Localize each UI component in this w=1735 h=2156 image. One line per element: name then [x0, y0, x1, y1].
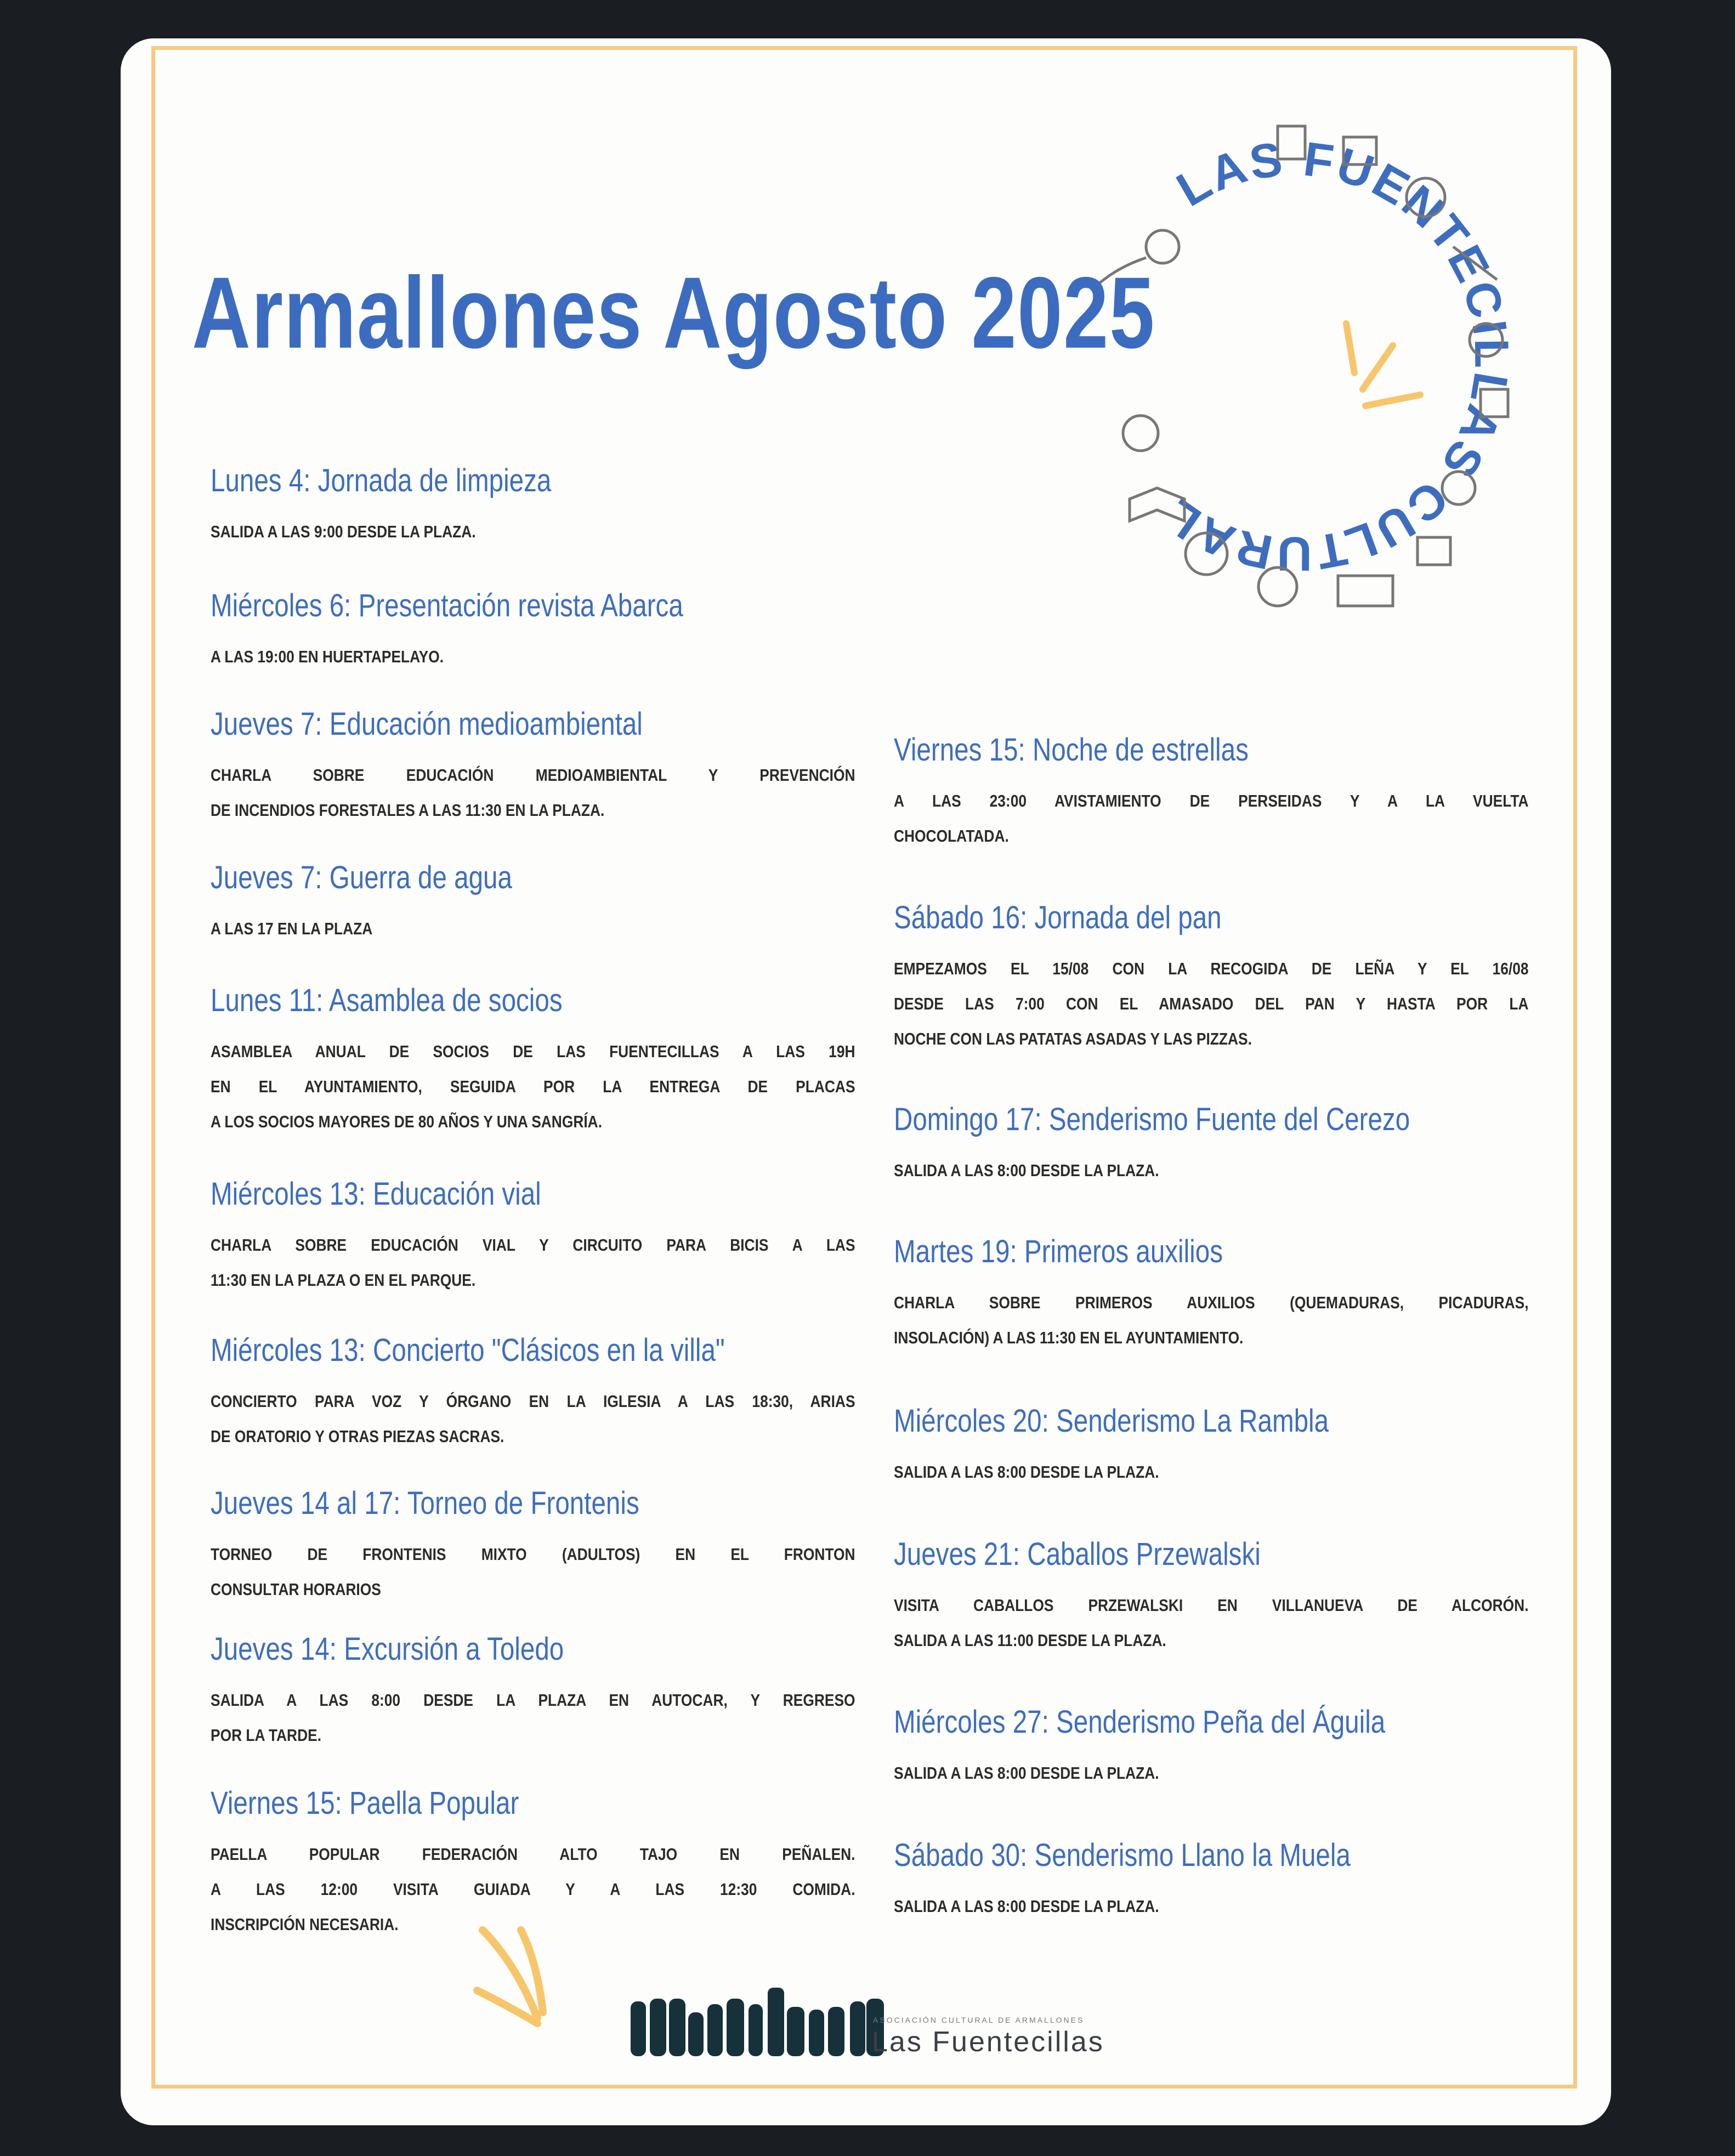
svg-text:LAS FUENTECILLAS CULTURAL	[1153, 131, 1519, 581]
event-heading: Miércoles 13: Concierto "Clásicos en la villa"	[211, 1332, 725, 1368]
event-item	[894, 1100, 1529, 1188]
event-description-line: A LAS 23:00 AVISTAMIENTO DE PERSEIDAS Y A LA VUELTA	[894, 791, 1529, 810]
event-description	[211, 639, 855, 674]
event-item	[211, 1331, 855, 1454]
event-description-line: A LAS 12:00 VISITA GUIADA Y A LAS 12:30 COMIDA.	[211, 1880, 855, 1899]
event-description-line: DE INCENDIOS FORESTALES A LAS 11:30 EN LA PLAZA.	[211, 801, 605, 820]
event-description-line: VISITA CABALLOS PRZEWALSKI EN VILLANUEVA DE ALCORÓN.	[894, 1596, 1529, 1615]
event-description-line: SALIDA A LAS 9:00 DESDE LA PLAZA.	[211, 522, 476, 541]
event-description	[894, 784, 1529, 854]
event-description-line: A LAS 19:00 EN HUERTAPELAYO.	[211, 647, 444, 666]
event-heading: Miércoles 13: Educación vial	[211, 1176, 541, 1212]
footer-association-name: Las Fuentecillas	[872, 2026, 1104, 2058]
event-heading: Lunes 11: Asamblea de socios	[211, 983, 563, 1018]
event-description	[211, 1228, 855, 1298]
event-heading: Viernes 15: Noche de estrellas	[894, 732, 1249, 768]
event-description-line: CHARLA SOBRE PRIMEROS AUXILIOS (QUEMADURAS, PICADURAS,	[894, 1293, 1529, 1312]
event-description-line: PAELLA POPULAR FEDERACIÓN ALTO TAJO EN PEÑALEN.	[211, 1845, 855, 1864]
event-description	[894, 1889, 1529, 1924]
event-description-line: DE ORATORIO Y OTRAS PIEZAS SACRAS.	[211, 1427, 504, 1446]
event-description-line: NOCHE CON LAS PATATAS ASADAS Y LAS PIZZAS.	[894, 1029, 1252, 1048]
event-heading: Sábado 30: Senderismo Llano la Muela	[894, 1837, 1351, 1873]
event-description	[894, 1153, 1529, 1188]
event-description	[211, 514, 855, 549]
event-item	[211, 587, 855, 674]
event-heading: Viernes 15: Paella Popular	[211, 1785, 519, 1821]
event-description-line: INSCRIPCIÓN NECESARIA.	[211, 1915, 399, 1934]
event-heading: Miércoles 20: Senderismo La Rambla	[894, 1403, 1329, 1439]
event-description-line: SALIDA A LAS 8:00 DESDE LA PLAZA.	[894, 1763, 1159, 1783]
event-item	[894, 1402, 1529, 1490]
event-description-line: A LOS SOCIOS MAYORES DE 80 AÑOS Y UNA SANGRÍA.	[211, 1112, 603, 1131]
event-description-line: EMPEZAMOS EL 15/08 CON LA RECOGIDA DE LEÑA Y EL 16/08	[894, 959, 1529, 978]
event-item	[211, 981, 855, 1139]
event-description-line: TORNEO DE FRONTENIS MIXTO (ADULTOS) EN EL FRONTON	[211, 1545, 855, 1564]
event-item	[211, 1630, 855, 1753]
event-description-line: EN EL AYUNTAMIENTO, SEGUIDA POR LA ENTREGA DE PLACAS	[211, 1077, 855, 1096]
event-heading: Miércoles 27: Senderismo Peña del Águila	[894, 1704, 1386, 1740]
footer-association-text: ASOCIACIÓN CULTURAL DE ARMALLONES	[873, 2016, 1085, 2024]
globe-hands-icon	[1123, 416, 1158, 451]
event-description-line: CONCIERTO PARA VOZ Y ÓRGANO EN LA IGLESIA A LAS 18:30, ARIAS	[211, 1392, 855, 1411]
event-description	[211, 911, 855, 946]
poster-title: Armallones Agosto 2025	[192, 257, 1155, 370]
event-description-line: POR LA TARDE.	[211, 1726, 322, 1745]
event-item	[211, 1484, 855, 1607]
event-description-line: A LAS 17 EN LA PLAZA	[211, 919, 373, 938]
event-item	[894, 899, 1529, 1057]
event-description-line: CONSULTAR HORARIOS	[211, 1580, 381, 1599]
event-description-line: CHOCOLATADA.	[894, 826, 1009, 846]
event-heading: Jueves 14: Excursión a Toledo	[211, 1631, 564, 1667]
event-heading: Miércoles 6: Presentación revista Abarca	[211, 588, 683, 623]
event-item	[211, 462, 855, 549]
event-item	[211, 1175, 855, 1298]
event-description-line: CHARLA SOBRE EDUCACIÓN MEDIOAMBIENTAL Y PREVENCIÓN	[211, 765, 855, 785]
event-description	[894, 1588, 1529, 1658]
event-description	[894, 1455, 1529, 1490]
event-description-line: DESDE LAS 7:00 CON EL AMASADO DEL PAN Y HASTA POR LA	[894, 994, 1529, 1013]
event-description	[211, 758, 855, 828]
event-description-line: 11:30 EN LA PLAZA O EN EL PARQUE.	[211, 1270, 476, 1290]
event-description-line: SALIDA A LAS 11:00 DESDE LA PLAZA.	[894, 1631, 1166, 1650]
event-description-line: ASAMBLEA ANUAL DE SOCIOS DE LAS FUENTECILLAS A LAS 19H	[211, 1042, 855, 1061]
event-poster	[121, 38, 1611, 2125]
event-description-line: SALIDA A LAS 8:00 DESDE LA PLAZA.	[894, 1897, 1159, 1916]
yellow-rays-icon	[472, 1919, 581, 2040]
event-description	[211, 1034, 855, 1139]
event-description	[211, 1683, 855, 1753]
yellow-rays-icon	[1346, 324, 1420, 406]
event-heading: Lunes 4: Jornada de limpieza	[211, 463, 552, 498]
event-item	[894, 1233, 1529, 1355]
event-description	[894, 1756, 1529, 1791]
event-heading: Jueves 7: Educación medioambiental	[211, 706, 643, 742]
event-description	[894, 1285, 1529, 1355]
bus-icon	[1338, 576, 1393, 606]
event-description	[894, 951, 1529, 1057]
event-item	[211, 1784, 855, 1942]
event-item	[894, 1836, 1529, 1924]
event-description-line: SALIDA A LAS 8:00 DESDE LA PLAZA.	[894, 1161, 1159, 1180]
event-heading: Domingo 17: Senderismo Fuente del Cerezo	[894, 1102, 1410, 1137]
event-description	[211, 1384, 855, 1454]
event-description-line: CHARLA SOBRE EDUCACIÓN VIAL Y CIRCUITO PARA BICIS A LAS	[211, 1235, 855, 1255]
event-item	[894, 731, 1529, 854]
event-item	[894, 1535, 1529, 1658]
event-heading: Jueves 21: Caballos Przewalski	[894, 1536, 1261, 1572]
event-description-line: INSOLACIÓN) A LAS 11:30 EN EL AYUNTAMIENTO.	[894, 1328, 1244, 1347]
event-item	[211, 859, 855, 946]
event-description	[211, 1537, 855, 1607]
event-description-line: SALIDA A LAS 8:00 DESDE LA PLAZA.	[894, 1462, 1159, 1482]
event-description-line: SALIDA A LAS 8:00 DESDE LA PLAZA EN AUTOCAR, Y REGRESO	[211, 1690, 855, 1710]
event-heading: Jueves 14 al 17: Torneo de Frontenis	[211, 1485, 639, 1521]
event-heading: Martes 19: Primeros auxilios	[894, 1234, 1223, 1269]
event-item	[894, 1703, 1529, 1791]
event-item	[211, 705, 855, 828]
emblem-text: LAS FUENTECILLAS CULTURAL	[1153, 131, 1519, 582]
event-heading: Sábado 16: Jornada del pan	[894, 900, 1222, 935]
event-heading: Jueves 7: Guerra de agua	[211, 860, 512, 895]
